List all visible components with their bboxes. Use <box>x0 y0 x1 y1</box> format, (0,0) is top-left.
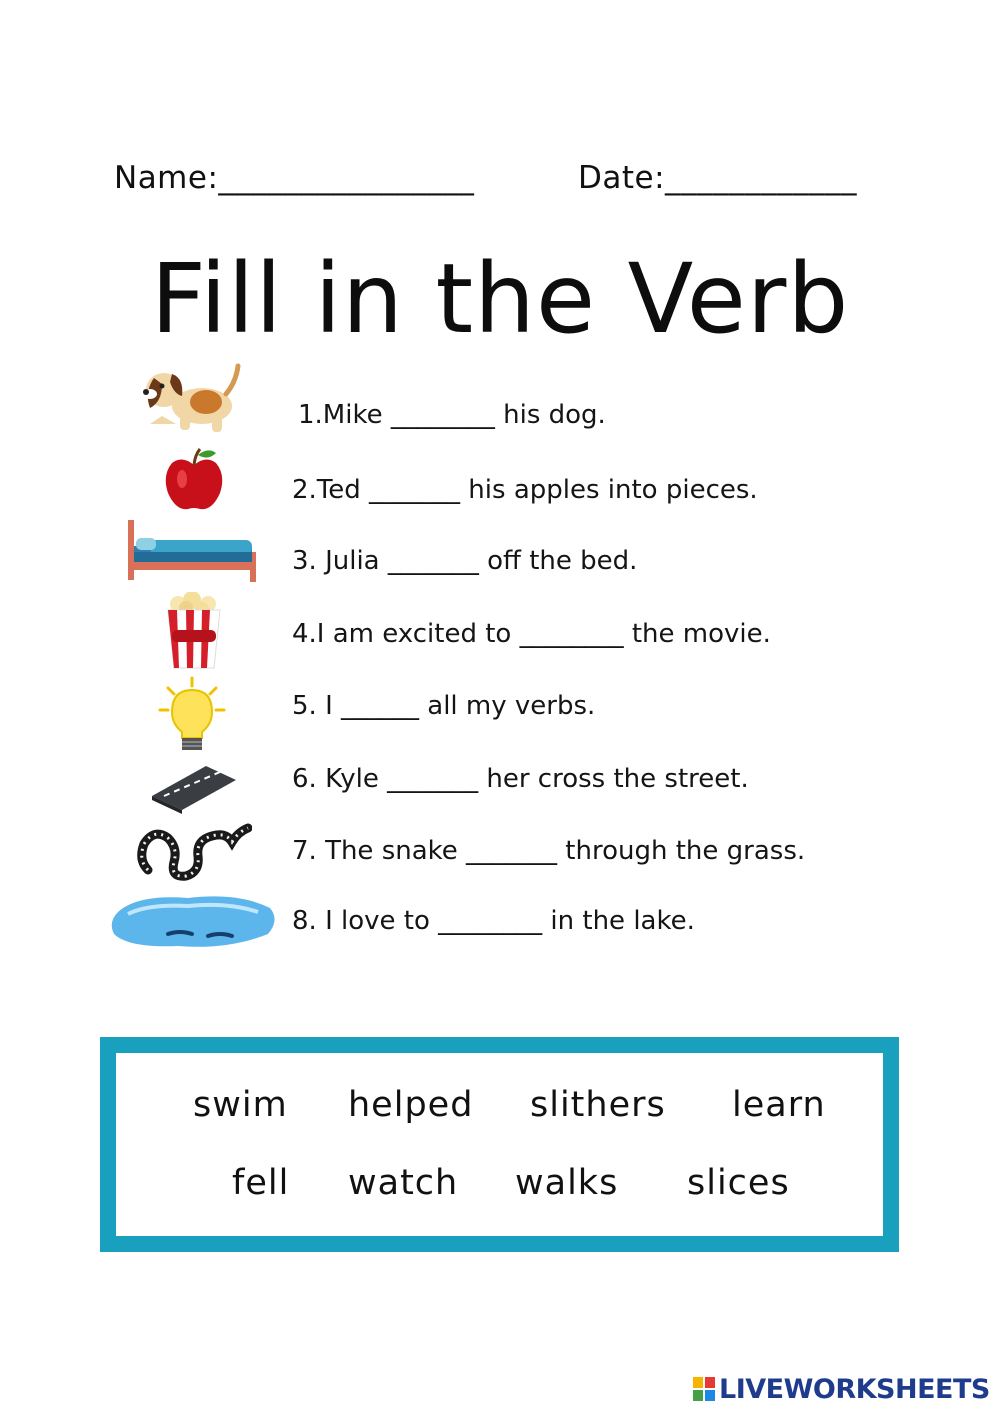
word-bank <box>100 1037 899 1252</box>
word-watch[interactable]: watch <box>348 1163 459 1203</box>
brand-logo <box>693 1374 990 1404</box>
word-swim[interactable]: swim <box>193 1085 288 1125</box>
page-title: Fill in the Verb <box>150 243 850 355</box>
popcorn-icon <box>164 592 224 670</box>
question-text-1: 1.Mike ________ his dog. <box>298 400 606 430</box>
word-slices[interactable]: slices <box>687 1163 790 1203</box>
question-text-8: 8. I love to ________ in the lake. <box>292 906 695 936</box>
date-field[interactable]: Date:____________ <box>578 160 858 196</box>
bed-icon <box>124 518 262 584</box>
brand-text: LIVEWORKSHEETS <box>719 1373 990 1405</box>
question-row-1 <box>0 362 1000 434</box>
question-text-5: 5. I ______ all my verbs. <box>292 691 596 721</box>
question-text-3: 3. Julia _______ off the bed. <box>292 546 638 576</box>
snake-icon <box>134 820 252 884</box>
word-walks[interactable]: walks <box>515 1163 619 1203</box>
street-icon <box>150 762 238 814</box>
question-row-5 <box>0 676 1000 748</box>
dog-icon <box>140 362 244 438</box>
question-row-2 <box>0 445 1000 517</box>
word-learn[interactable]: learn <box>732 1085 826 1125</box>
apple-icon <box>162 445 226 513</box>
question-row-3 <box>0 518 1000 590</box>
lake-icon <box>108 890 280 952</box>
liveworksheets-logo-icon <box>693 1377 715 1401</box>
lightbulb-icon <box>156 676 228 756</box>
question-row-8 <box>0 890 1000 962</box>
question-text-7: 7. The snake _______ through the grass. <box>292 836 806 866</box>
word-helped[interactable]: helped <box>348 1085 474 1125</box>
question-text-4: 4.I am excited to ________ the movie. <box>292 619 771 649</box>
question-text-2: 2.Ted _______ his apples into pieces. <box>292 475 758 505</box>
question-row-7 <box>0 820 1000 892</box>
question-row-4 <box>0 592 1000 664</box>
name-field[interactable]: Name:________________ <box>114 160 475 196</box>
question-text-6: 6. Kyle _______ her cross the street. <box>292 764 749 794</box>
word-fell[interactable]: fell <box>232 1163 290 1203</box>
word-slithers[interactable]: slithers <box>530 1085 666 1125</box>
